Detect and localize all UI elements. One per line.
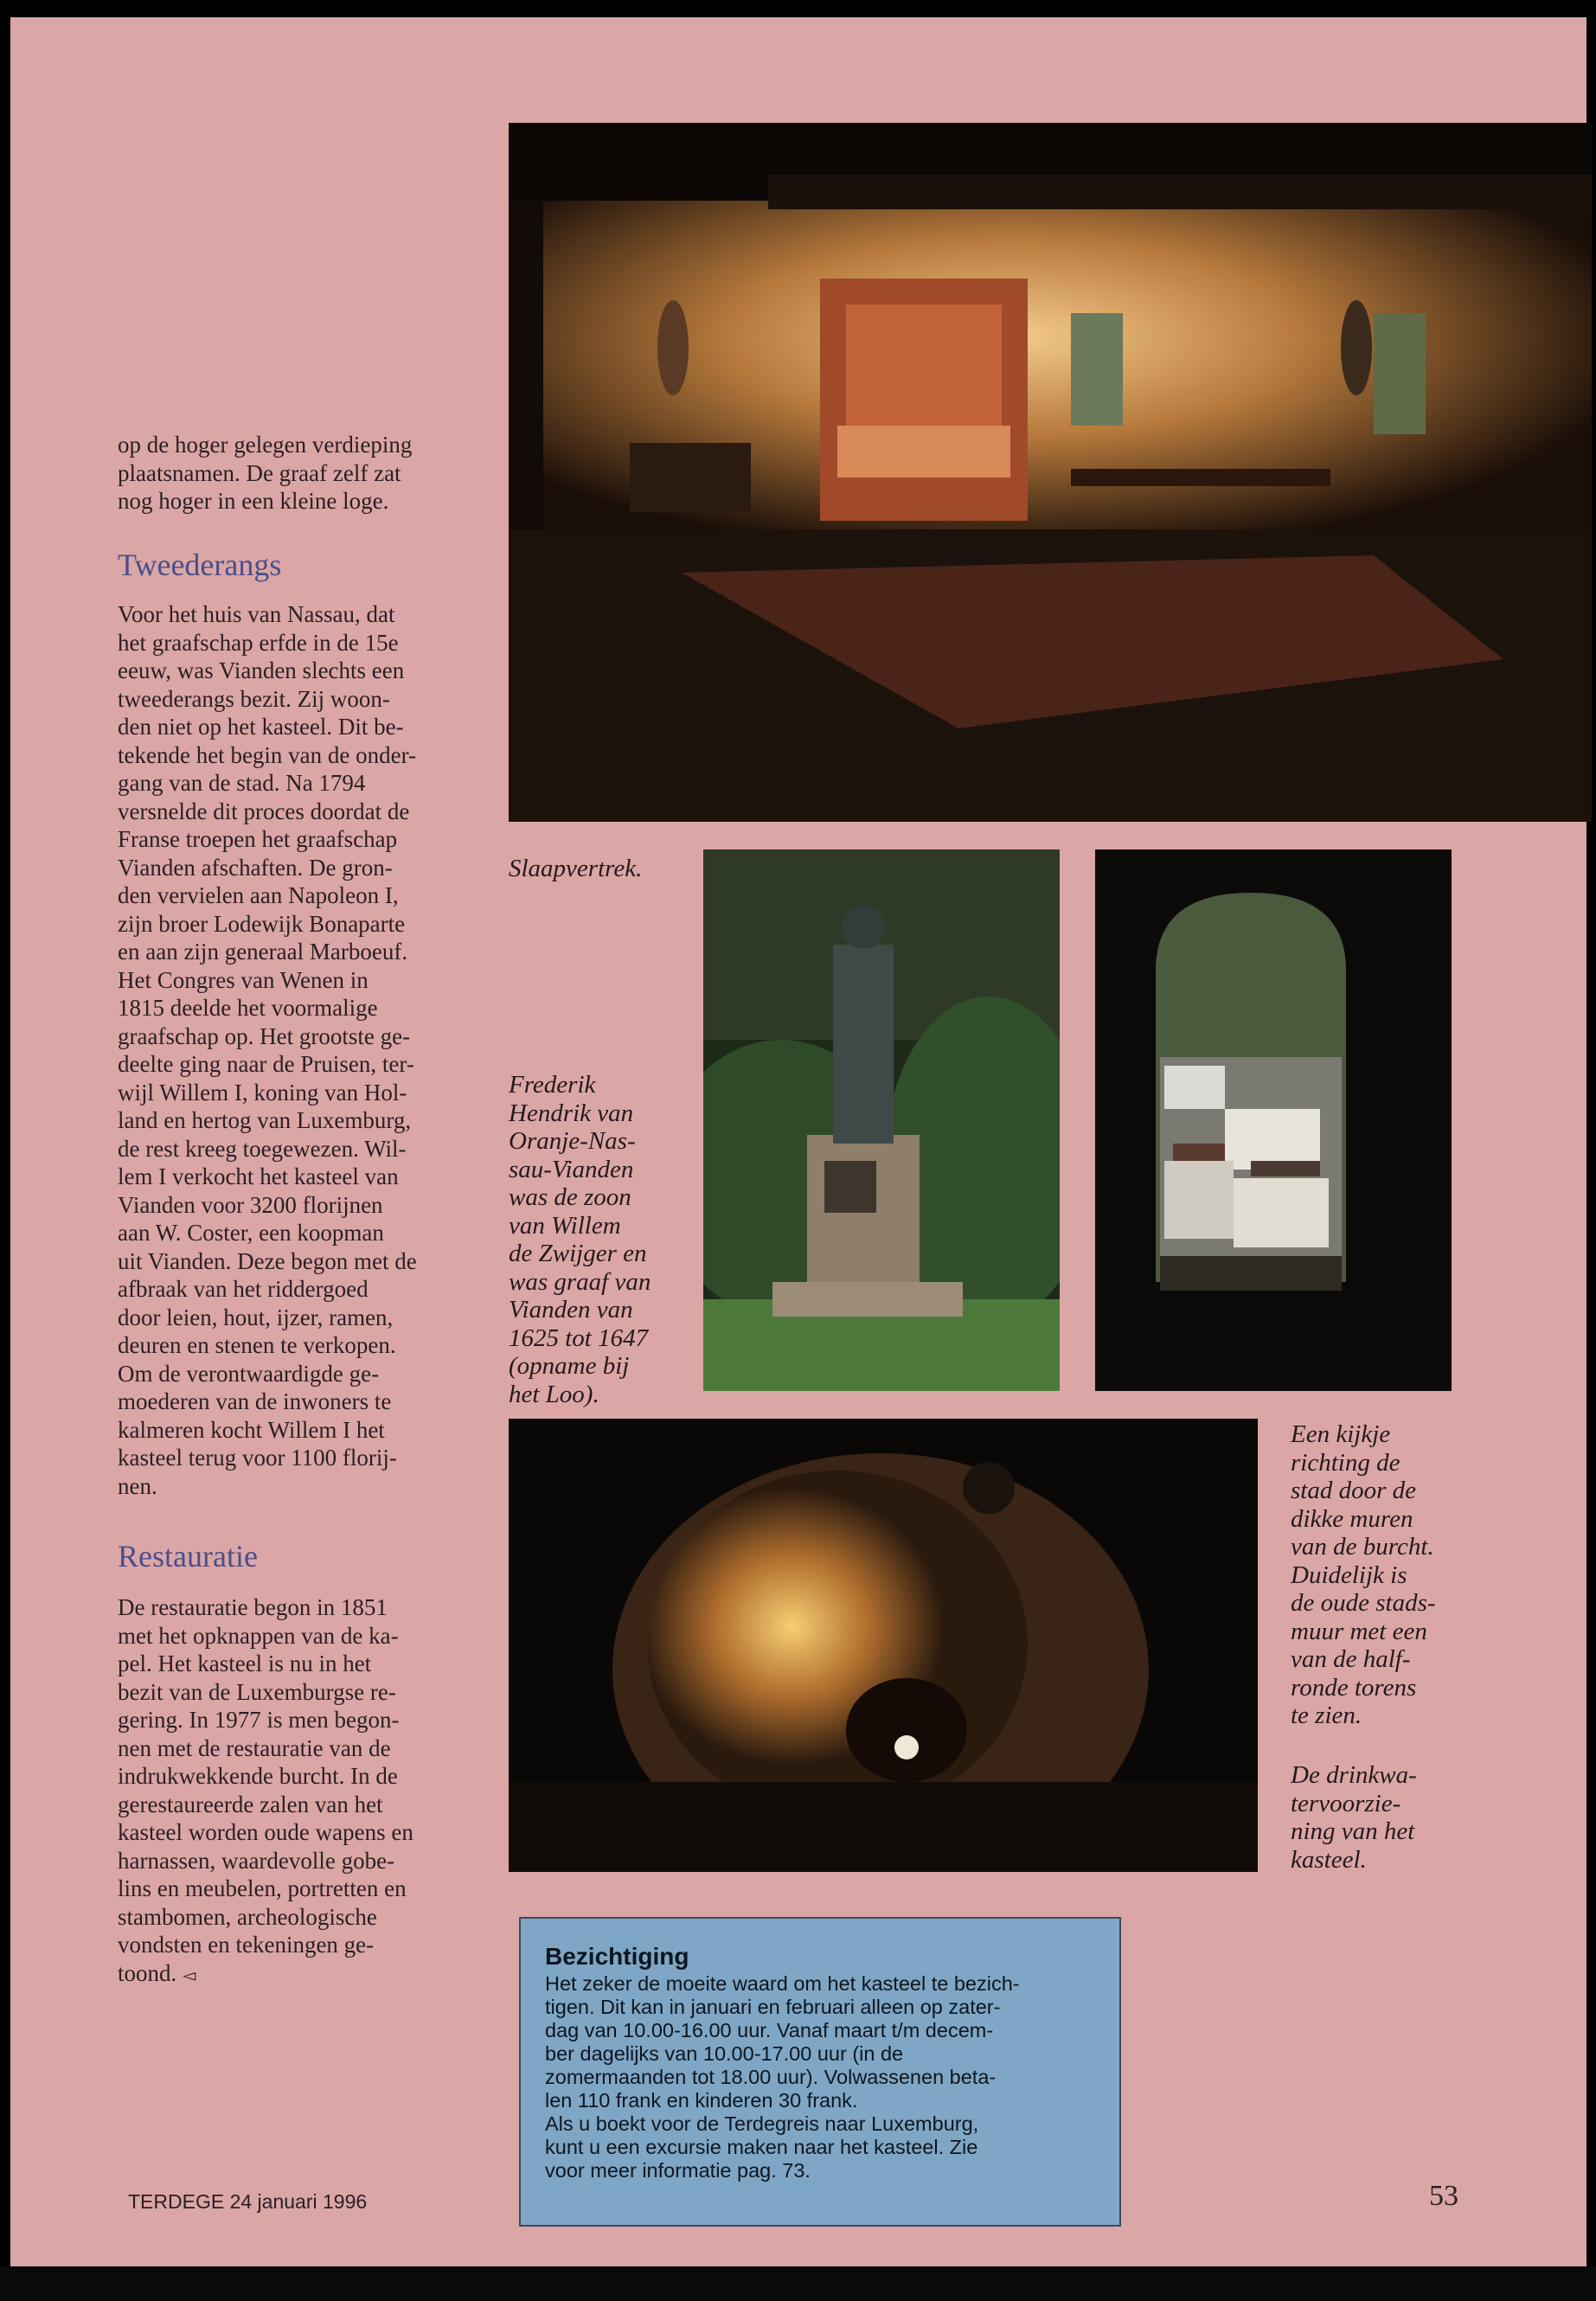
page-number: 53: [1429, 2180, 1458, 2212]
restauratie-text: De restauratie begon in 1851 met het opknappen van de ka- pel. Het kasteel is nu in het bezit van de Luxemburgse re- gering. In 1977 is men begon- nen met de restauratie van de indrukwekkende burcht. In de gerestaureerde zalen van het kasteel worden oude wapens en harnassen, waardevolle gobe- lins en meubelen, portretten en stambomen, archeologische vondsten en tekeningen ge- toond.: [118, 1594, 413, 1986]
caption-statue: Frederik Hendrik van Oranje-Nas- sau-Vianden was de zoon van Willem de Zwijger en was graaf van Vianden van 1625 tot 1647 (opname bij het Loo).: [509, 1071, 651, 1408]
section-body-restauratie: [118, 1593, 490, 1990]
scan-border: [0, 2266, 1596, 2301]
photo-bedroom-image: [509, 123, 1592, 822]
photo-statue-image: [703, 849, 1060, 1391]
info-box-text: Het zeker de moeite waard om het kasteel te bezich- tigen. Dit kan in januari en februari alleen op zater- dag van 10.00-16.00 uur. Vanaf maart t/m decem- ber dagelijks van 10.00-17.00 uur (in de zomermaanden tot 18.00 uur). Volwassenen beta- len 110 frank en kinderen 30 frank. Als u boekt voor de Terdegreis naar Luxemburg, kunt u een excursie maken naar het kasteel. Zie voor meer informatie pag. 73.: [545, 1972, 1020, 2182]
photo-view: [1095, 849, 1452, 1391]
section-heading-restauratie: Restauratie: [118, 1539, 258, 1574]
end-of-article-mark: ◅: [183, 1965, 196, 1985]
caption-well: De drinkwa- tervoorzie- ning van het kasteel.: [1291, 1761, 1417, 1874]
photo-well: [509, 1419, 1258, 1872]
caption-bedroom: Slaapvertrek.: [509, 855, 643, 882]
section-heading-tweederangs: Tweederangs: [118, 548, 282, 582]
publication-footer: TERDEGE 24 januari 1996: [128, 2190, 368, 2213]
photo-bedroom: [509, 123, 1592, 822]
caption-view: Een kijkje richting de stad door de dikke muren van de burcht. Duidelijk is de oude stads- muur met een van de half- ronde torens te zien.: [1291, 1420, 1436, 1729]
photo-view-image: [1095, 849, 1452, 1391]
photo-statue: [703, 849, 1060, 1391]
info-box-bezichtiging: [519, 1917, 1121, 2227]
magazine-page: [10, 17, 1586, 2266]
section-body-tweederangs: Voor het huis van Nassau, dat het graafschap erfde in de 15e eeuw, was Vianden slechts een tweederangs bezit. Zij woon- den niet op het kasteel. Dit be- tekende het begin van de onder- gang van de stad. Na 1794 versnelde dit proces doordat de Franse troepen het graafschap Vianden afschaften. De gron- den vervielen aan Napoleon I, zijn broer Lodewijk Bonaparte en aan zijn generaal Marboeuf. Het Congres van Wenen in 1815 deelde het voormalige graafschap op. Het grootste ge- deelte ging naar de Pruisen, ter- wijl Willem I, koning van Hol- land en hertog van Luxemburg, de rest kreeg toegewezen. Wil- lem I verkocht het kasteel van Vianden voor 3200 florijnen aan W. Coster, een koopman uit Vianden. Deze begon met de afbraak van het riddergoed door leien, hout, ijzer, ramen, deuren en stenen te verkopen. Om de verontwaardigde ge- moederen van de inwoners te kalmeren kocht Willem I het kasteel terug voor 1100 florij- nen.: [118, 601, 417, 1499]
photo-well-image: [509, 1419, 1258, 1872]
intro-paragraph: op de hoger gelegen verdieping plaatsnamen. De graaf zelf zat nog hoger in een kleine loge.: [118, 432, 413, 514]
info-box-title: Bezichtiging: [545, 1943, 689, 1970]
